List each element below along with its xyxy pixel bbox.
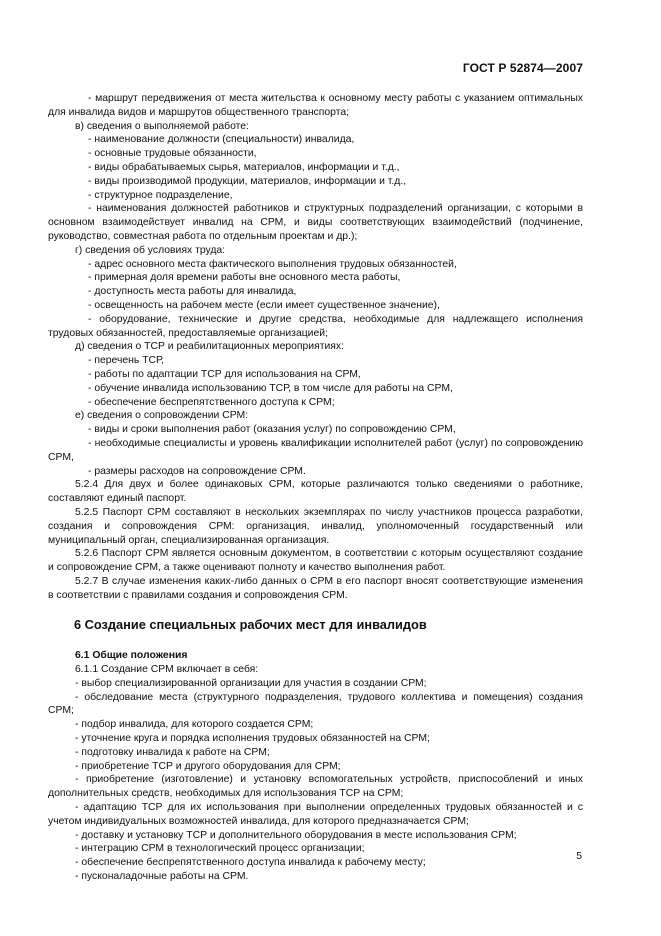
list-item: - обеспечение беспрепятственного доступа инвалида к рабочему месту; bbox=[75, 857, 426, 869]
paragraph-line: - перечень ТСР, bbox=[88, 355, 164, 367]
paragraph-line: в) сведения о выполняемой работе: bbox=[75, 120, 249, 132]
paragraph-line: д) сведения о ТСР и реабилитационных мероприятиях: bbox=[75, 341, 345, 353]
paragraph-line: - адрес основного места фактического выполнения трудовых обязанностей, bbox=[88, 258, 457, 270]
paragraph-line: - обучение инвалида использованию ТСР, в том числе для работы на СРМ, bbox=[88, 382, 453, 394]
page-number: 5 bbox=[576, 851, 582, 862]
paragraph-line: 5.2.5 Паспорт СРМ составляют в нескольких экземплярах по числу участников процесса разработки, создания и сопровождения СРМ: организация, инвалид, уполномоченный государственный или муниципальный орган, специализированная организация. bbox=[48, 506, 583, 546]
paragraph-line: - структурное подразделение, bbox=[88, 189, 233, 201]
document-body bbox=[48, 92, 583, 884]
paragraph-line: е) сведения о сопровождении СРМ: bbox=[75, 410, 249, 422]
list-item: - пусконаладочные работы на СРМ. bbox=[75, 871, 249, 883]
passport-contents-list bbox=[48, 92, 583, 602]
document-header: ГОСТ Р 52874—2007 bbox=[462, 61, 583, 75]
paragraph-line: - наименования должностей работников и структурных подразделений организации, с которыми в основном взаимодействует инвалид на СРМ, и виды соответствующих взаимодействий (подчинение, руководство, совместная работа по отдельным проектам и др.); bbox=[48, 203, 583, 242]
paragraph-line: - виды и сроки выполнения работ (оказания услуг) по сопровождению СРМ, bbox=[88, 424, 456, 436]
list-item: - подготовку инвалида к работе на СРМ; bbox=[75, 746, 270, 758]
paragraph-line: - размеры расходов на сопровождение СРМ. bbox=[88, 465, 306, 477]
list-item: - приобретение (изготовление) и установку вспомогательных устройств, приспособлений и иных дополнительных средств, необходимых для использования ТСР на СРМ; bbox=[48, 774, 583, 800]
paragraph-line: - необходимые специалисты и уровень квалификации исполнителей работ (услуг) по сопровождению СРМ, bbox=[48, 437, 583, 463]
paragraph-line: г) сведения об условиях труда: bbox=[75, 244, 226, 256]
paragraph-line: - основные трудовые обязанности, bbox=[88, 148, 257, 160]
list-item: - интеграцию СРМ в технологический процесс организации; bbox=[75, 843, 365, 855]
section-6-title: 6 Создание специальных рабочих мест для инвалидов bbox=[74, 617, 427, 633]
list-item: - подбор инвалида, для которого создается СРМ; bbox=[75, 719, 314, 731]
list-item: - выбор специализированной организации для участия в создании СРМ; bbox=[75, 677, 427, 689]
subsection-6-1-title: 6.1 Общие положения bbox=[75, 650, 188, 662]
list-item: - обследование места (структурного подразделения, трудового коллектива и помещения) создания СРМ; bbox=[48, 691, 583, 717]
paragraph-line: 5.2.4 Для двух и более одинаковых СРМ, которые различаются только сведениями о работнике, составляют единый паспорт. bbox=[48, 479, 583, 505]
paragraph-line: - работы по адаптации ТСР для использования на СРМ, bbox=[88, 368, 361, 380]
paragraph-line: - доступность места работы для инвалида, bbox=[88, 286, 297, 298]
list-item: - приобретение ТСР и другого оборудования для СРМ; bbox=[75, 760, 341, 772]
list-item: - доставку и установку ТСР и дополнительного оборудования в месте использования СРМ; bbox=[75, 829, 517, 841]
creation-steps-list bbox=[48, 663, 583, 884]
paragraph-line: - виды производимой продукции, материалов, информации и т.д., bbox=[88, 175, 407, 187]
list-item: - адаптацию ТСР для их использования при выполнении определенных трудовых обязанностей и с учетом индивидуальных возможностей инвалида, для которого предназначается СРМ; bbox=[48, 802, 583, 827]
paragraph-line: - оборудование, технические и другие средства, необходимые для надлежащего исполнения трудовых обязанностей, предоставляемые организацией; bbox=[48, 313, 583, 339]
paragraph-line: - наименование должности (специальности) инвалида, bbox=[88, 134, 355, 146]
paragraph-line: - примерная доля времени работы вне основного места работы, bbox=[88, 272, 401, 284]
list-item: - уточнение круга и порядка исполнения трудовых обязанностей на СРМ; bbox=[75, 733, 430, 745]
paragraph-line: - маршрут передвижения от места жительства к основному месту работы с указанием оптимальных для инвалида видов и маршрутов общественного транспорта; bbox=[48, 93, 583, 118]
paragraph-line: 5.2.6 Паспорт СРМ является основным документом, в соответствии с которым осуществляют создание и сопровождение СРМ, а также оценивают полноту и качество выполнения работ. bbox=[48, 548, 583, 574]
paragraph-line: - обеспечение беспрепятственного доступа к СРМ; bbox=[88, 396, 335, 408]
paragraph-line: 5.2.7 В случае изменения каких-либо данных о СРМ в его паспорт вносят соответствующие изменения в соответствии с правилами создания и сопровождения СРМ. bbox=[48, 575, 583, 601]
paragraph-line: - освещенность на рабочем месте (если имеет существенное значение), bbox=[88, 299, 440, 311]
list-item: 6.1.1 Создание СРМ включает в себя: bbox=[75, 664, 259, 676]
paragraph-line: - виды обрабатываемых сырья, материалов, информации и т.д., bbox=[88, 161, 400, 173]
